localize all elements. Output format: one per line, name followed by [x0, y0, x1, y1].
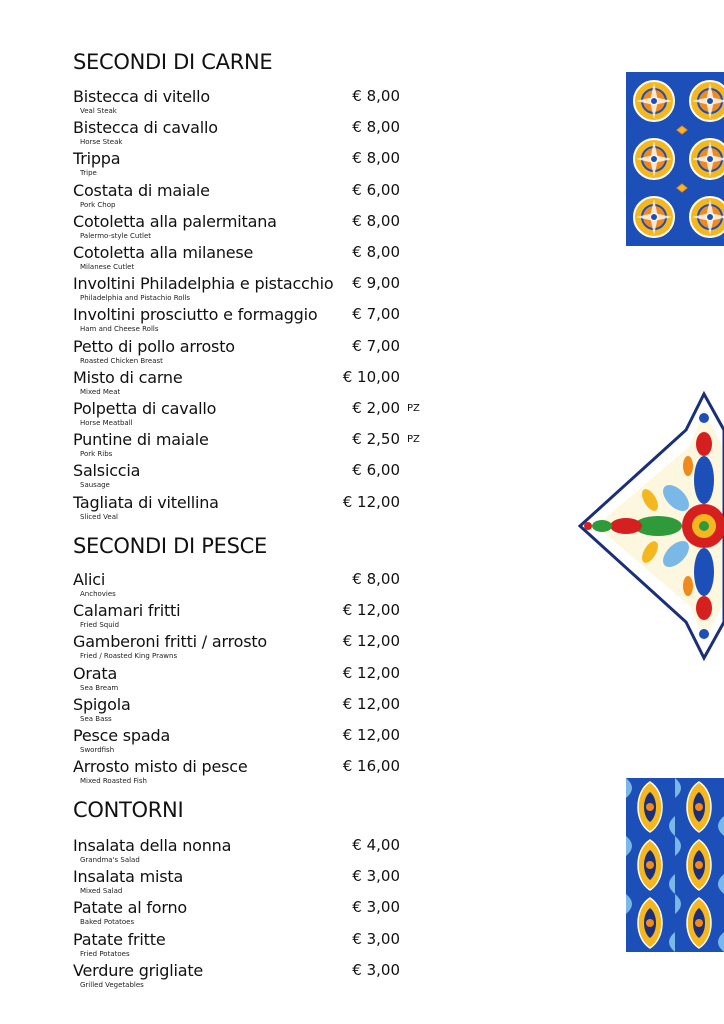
item-name: Verdure grigliate — [73, 960, 204, 980]
item-price: € 8,00 — [352, 243, 400, 261]
item-name: Gamberoni fritti / arrosto — [73, 632, 268, 652]
menu-item — [73, 243, 433, 274]
item-price: € 2,00 — [352, 399, 400, 417]
item-translation: Sea Bass — [80, 714, 112, 723]
majolica-tile-middle — [576, 390, 724, 662]
item-price: € 6,00 — [352, 180, 400, 199]
item-name: Orata — [73, 663, 118, 683]
item-translation: Grandma's Salad — [80, 856, 140, 864]
item-price: € 12,00 — [342, 492, 400, 511]
item-name: Polpetta di cavallo — [73, 399, 217, 418]
item-name: Tagliata di vitellina — [73, 492, 219, 512]
item-name: Cotoletta alla palermitana — [73, 211, 277, 231]
item-translation: Fried / Roasted King Prawns — [80, 652, 178, 661]
section-title-contorni: CONTORNI — [73, 798, 184, 822]
item-translation: Sea Bream — [80, 683, 119, 692]
menu-item — [73, 664, 433, 695]
item-translation: Mixed Roasted Fish — [80, 777, 147, 786]
item-translation: Roasted Chicken Breast — [80, 356, 163, 365]
item-name: Patate fritte — [73, 929, 166, 949]
menu-item — [73, 726, 433, 757]
item-price: € 10,00 — [342, 367, 400, 386]
section-title-secondi-di-pesce: SECONDI DI PESCE — [73, 534, 267, 558]
menu-item — [73, 757, 433, 788]
item-price: € 3,00 — [352, 929, 400, 948]
item-price: € 8,00 — [352, 149, 400, 168]
menu-item — [73, 898, 433, 929]
item-price: € 12,00 — [342, 632, 400, 651]
item-translation: Veal Steak — [80, 107, 117, 115]
section-title-secondi-di-carne: SECONDI DI CARNE — [73, 50, 273, 74]
menu-item — [73, 274, 433, 305]
item-price: € 3,00 — [352, 867, 400, 886]
item-price: € 8,00 — [352, 118, 400, 137]
item-translation: Sausage — [80, 481, 110, 490]
menu-item — [73, 961, 433, 992]
menu-item — [73, 399, 433, 430]
item-translation: Ham and Cheese Rolls — [80, 325, 159, 334]
item-price: € 3,00 — [352, 898, 400, 917]
menu-item — [73, 368, 433, 399]
item-price: € 4,00 — [352, 836, 400, 854]
majolica-tile-bottom — [626, 778, 724, 952]
item-price: € 12,00 — [342, 694, 400, 713]
item-name: Insalata della nonna — [73, 836, 232, 855]
item-name: Puntine di maiale — [73, 430, 209, 450]
item-translation: Horse Meatball — [80, 419, 133, 427]
item-name: Spigola — [73, 694, 131, 714]
item-translation: Tripe — [80, 169, 97, 178]
item-price: € 12,00 — [342, 601, 400, 620]
item-translation: Baked Potatoes — [80, 918, 135, 927]
item-name: Alici — [73, 570, 106, 589]
item-translation: Anchovies — [80, 590, 116, 598]
menu-item — [73, 87, 433, 118]
item-translation: Philadelphia and Pistachio Rolls — [80, 294, 191, 303]
menu-item — [73, 867, 433, 898]
item-name: Cotoletta alla milanese — [73, 243, 254, 262]
item-price: € 6,00 — [352, 461, 400, 480]
item-translation: Pork Ribs — [80, 450, 113, 459]
item-translation: Mixed Meat — [80, 387, 121, 396]
item-price: € 9,00 — [352, 274, 400, 293]
item-price: € 8,00 — [352, 87, 400, 105]
item-name: Calamari fritti — [73, 601, 181, 621]
item-translation: Milanese Cutlet — [80, 263, 135, 271]
item-unit: PZ — [407, 403, 420, 414]
item-price: € 12,00 — [342, 726, 400, 744]
item-price: € 16,00 — [342, 757, 400, 776]
item-translation: Pork Chop — [80, 200, 116, 209]
menu-item — [73, 337, 433, 368]
item-translation: Fried Squid — [80, 621, 120, 630]
item-name: Arrosto misto di pesce — [73, 757, 248, 777]
item-name: Trippa — [73, 149, 121, 169]
menu-item — [73, 836, 433, 867]
menu-item — [73, 461, 433, 492]
item-price: € 2,50 — [352, 430, 400, 449]
item-price: € 8,00 — [352, 211, 400, 230]
menu-item — [73, 149, 433, 180]
item-translation: Horse Steak — [80, 138, 123, 147]
menu-item — [73, 181, 433, 212]
item-name: Costata di maiale — [73, 180, 210, 200]
menu-item — [73, 601, 433, 632]
item-unit: PZ — [407, 434, 420, 446]
menu-item — [73, 305, 433, 336]
menu-item — [73, 493, 433, 524]
item-name: Patate al forno — [73, 898, 188, 918]
majolica-tile-top — [626, 72, 724, 246]
item-name: Bistecca di cavallo — [73, 118, 218, 138]
item-translation: Grilled Vegetables — [80, 980, 144, 989]
item-name: Misto di carne — [73, 367, 183, 387]
menu-item — [73, 212, 433, 243]
item-price: € 7,00 — [352, 305, 400, 324]
item-name: Insalata mista — [73, 867, 184, 887]
item-price: € 12,00 — [342, 663, 400, 682]
item-name: Salsiccia — [73, 461, 141, 481]
menu-item — [73, 695, 433, 726]
item-name: Involtini Philadelphia e pistacchio — [73, 274, 334, 294]
item-translation: Swordfish — [80, 746, 115, 754]
item-translation: Palermo-style Cutlet — [80, 231, 152, 240]
menu-item — [73, 632, 433, 663]
menu-item — [73, 930, 433, 961]
menu-item — [73, 430, 433, 461]
item-name: Involtini prosciutto e formaggio — [73, 305, 318, 325]
item-price: € 3,00 — [352, 960, 400, 979]
item-translation: Mixed Salad — [80, 887, 123, 896]
item-translation: Fried Potatoes — [80, 949, 130, 958]
item-name: Bistecca di vitello — [73, 87, 210, 106]
item-price: € 7,00 — [352, 336, 400, 355]
item-price: € 8,00 — [352, 570, 400, 588]
item-name: Pesce spada — [73, 726, 171, 745]
item-name: Petto di pollo arrosto — [73, 336, 235, 356]
menu-item — [73, 570, 433, 601]
menu-item — [73, 118, 433, 149]
item-translation: Sliced Veal — [80, 512, 118, 521]
